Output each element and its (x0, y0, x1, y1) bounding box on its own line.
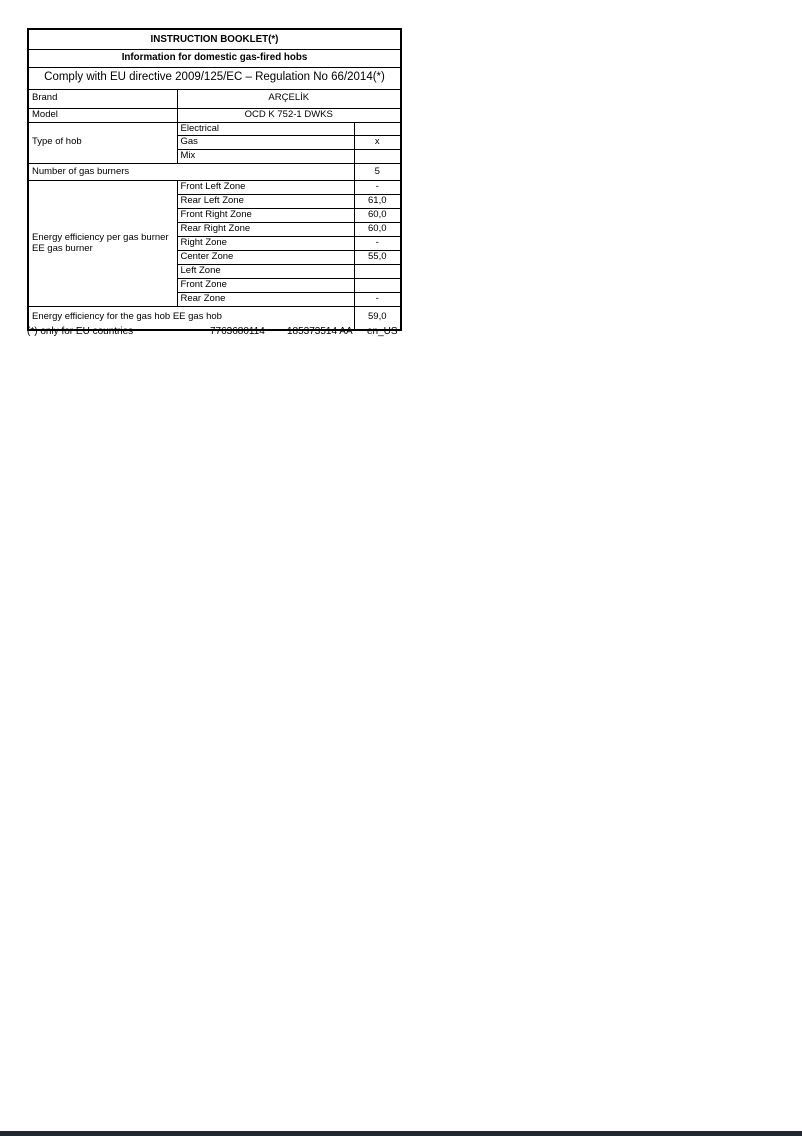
type-of-hob-row-electrical (28, 122, 401, 136)
brand-row (28, 89, 401, 108)
zone-row (28, 181, 401, 195)
table-row (28, 67, 401, 89)
hob-type-label: Mix (177, 150, 354, 164)
hob-type-value (354, 122, 401, 136)
zone-label: Front Right Zone (177, 209, 354, 223)
footer-line (0, 326, 802, 338)
zone-value: 55,0 (354, 250, 401, 264)
zone-label: Rear Right Zone (177, 223, 354, 237)
hob-type-value (354, 150, 401, 164)
hob-efficiency-label: Energy efficiency for the gas hob EE gas hob (28, 306, 354, 330)
hob-type-value: x (354, 136, 401, 150)
footer-eu-note: (*) only for EU countries (27, 326, 134, 337)
burners-row (28, 164, 401, 181)
hob-type-label: Gas (177, 136, 354, 150)
efficiency-label-line2: EE gas burner (32, 243, 93, 255)
zone-value: - (354, 236, 401, 250)
zone-value: 61,0 (354, 195, 401, 209)
hob-efficiency-value: 59,0 (354, 306, 401, 330)
compliance-note: Comply with EU directive 2009/125/EC – Regulation No 66/2014(*) (28, 67, 401, 89)
zone-value (354, 278, 401, 292)
table-row (28, 29, 401, 49)
zone-label: Right Zone (177, 236, 354, 250)
zone-value: 60,0 (354, 223, 401, 237)
type-of-hob-label: Type of hob (28, 122, 177, 164)
zone-label: Center Zone (177, 250, 354, 264)
zone-label: Front Zone (177, 278, 354, 292)
zone-label: Rear Left Zone (177, 195, 354, 209)
zone-value: 60,0 (354, 209, 401, 223)
booklet-title: INSTRUCTION BOOKLET(*) (28, 29, 401, 49)
zone-value: - (354, 181, 401, 195)
instruction-booklet-table (27, 28, 402, 331)
model-row (28, 108, 401, 122)
booklet-subtitle: Information for domestic gas-fired hobs (28, 49, 401, 67)
zone-label: Rear Zone (177, 292, 354, 306)
zone-label: Front Left Zone (177, 181, 354, 195)
brand-value: ARÇELİK (177, 89, 401, 108)
zone-label: Left Zone (177, 264, 354, 278)
efficiency-per-burner-label (28, 181, 177, 306)
brand-label: Brand (28, 89, 177, 108)
zone-value (354, 264, 401, 278)
hob-type-label: Electrical (177, 122, 354, 136)
model-value: OCD K 752-1 DWKS (177, 108, 401, 122)
zone-value: - (354, 292, 401, 306)
efficiency-label-line1: Energy efficiency per gas burner (32, 231, 169, 243)
model-label: Model (28, 108, 177, 122)
footer-revision-code: 185373514 AA (287, 326, 353, 337)
burners-value: 5 (354, 164, 401, 181)
footer-language-code: en_US (367, 326, 398, 337)
bottom-edge-bar (0, 1131, 802, 1136)
footer-document-code: 7763680114 (210, 326, 265, 337)
burners-label: Number of gas burners (28, 164, 354, 181)
table-row (28, 49, 401, 67)
